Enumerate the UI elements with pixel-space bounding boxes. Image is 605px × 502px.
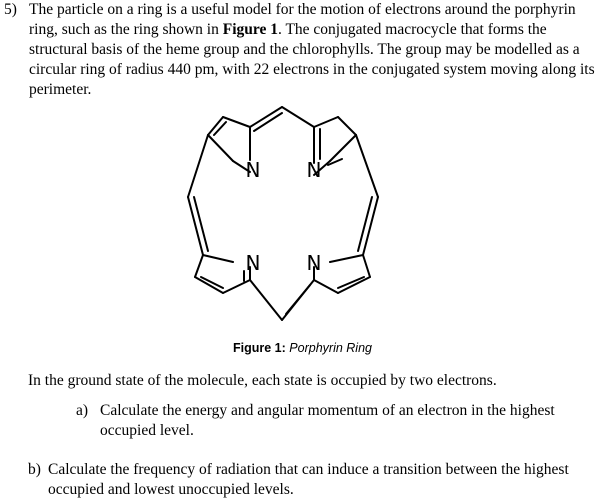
porphyrin-bonds xyxy=(188,107,378,320)
porphyrin-figure xyxy=(178,105,418,337)
question-number: 5) xyxy=(4,1,17,18)
question-intro xyxy=(29,0,601,100)
caption-label: Figure 1: xyxy=(233,341,286,355)
porphyrin-structure-diagram xyxy=(178,105,418,337)
part-a-text: Calculate the energy and angular momentum of an electron in the highest occupied level. xyxy=(100,402,555,439)
figure-reference: Figure 1 xyxy=(222,21,278,38)
part-b xyxy=(28,460,601,500)
intro-text-1: The particle on a ring is a useful model for the motion of electrons around the porphyrin ring, such as the ring shown in xyxy=(29,1,576,38)
part-b-label: b) xyxy=(28,461,41,478)
intro-text-2: . The conjugated macrocycle that forms the structural basis of the heme group and the chlorophylls. The group may be modelled as a circular ring of radius 440 pm, with 22 electrons in the conjugated system moving along its perimeter. xyxy=(29,21,595,98)
part-a xyxy=(76,401,601,441)
nitrogen-atom-bottom-left: N xyxy=(245,251,261,275)
nitrogen-atom-top-left: N xyxy=(245,158,261,182)
figure-caption xyxy=(0,340,605,356)
nitrogen-atom-bottom-right: N xyxy=(306,251,322,275)
ground-state-statement: In the ground state of the molecule, each state is occupied by two electrons. xyxy=(28,372,497,389)
part-a-label: a) xyxy=(76,402,89,419)
part-b-text: Calculate the frequency of radiation that can induce a transition between the highest occupied and lowest unoccupied levels. xyxy=(48,461,569,498)
nitrogen-atom-top-right: N xyxy=(306,158,322,182)
caption-text: Porphyrin Ring xyxy=(289,341,372,355)
